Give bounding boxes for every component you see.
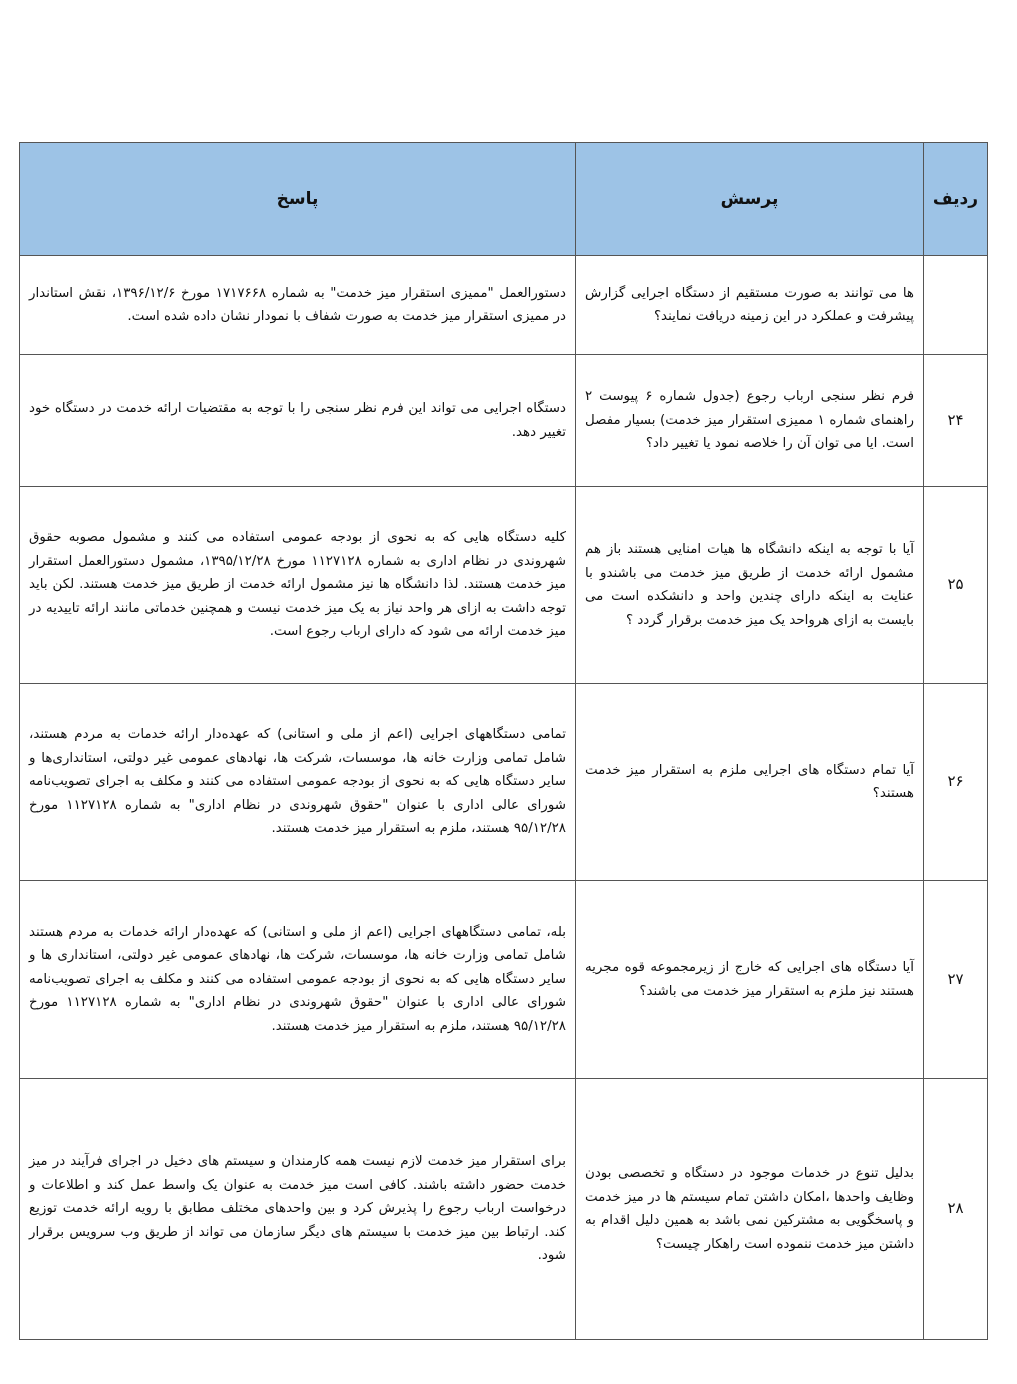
- header-row-number: ردیف: [924, 143, 988, 256]
- question-cell: آیا دستگاه های اجرایی که خارج از زیرمجموعه قوه مجریه هستند نیز ملزم به استقرار میز خدمت می باشند؟: [576, 881, 924, 1079]
- faq-table: [19, 142, 988, 1340]
- header-row: [20, 143, 988, 256]
- header-question: پرسش: [576, 143, 924, 256]
- question-cell: آیا با توجه به اینکه دانشگاه ها هیات امنایی هستند باز هم مشمول ارائه خدمت از طریق میز خدمت می باشندو با عنایت به اینکه دارای چندین واحد و دانشکده است می بایست به ازای هرواحد یک میز خدمت برقرار گردد ؟: [576, 487, 924, 684]
- table-row: [20, 487, 988, 684]
- answer-cell: تمامی دستگاههای اجرایی (اعم از ملی و استانی) که عهده‌دار ارائه خدمات به مردم هستند، شامل تمامی وزارت خانه ها، موسسات، شرکت ها، نهادهای عمومی غیر دولتی، استانداری‌ها و سایر دستگاه هایی که به نحوی از بودجه عمومی استفاده می کنند و مکلف به اجرای تصویب‌نامه شورای عالی اداری با عنوان "حقوق شهروندی در نظام اداری" به شماره ۱۱۲۷۱۲۸ مورخ ۹۵/۱۲/۲۸ هستند، ملزم به استقرار میز خدمت هستند.: [20, 684, 576, 881]
- table-row: [20, 256, 988, 355]
- table-row: [20, 355, 988, 487]
- answer-cell: دستورالعمل "ممیزی استقرار میز خدمت" به شماره ۱۷۱۷۶۶۸ مورخ ۱۳۹۶/۱۲/۶، نقش استاندار در ممیزی استقرار میز خدمت به صورت شفاف با نمودار نشان داده شده است.: [20, 256, 576, 355]
- row-number: ۲۶: [924, 684, 988, 881]
- question-cell: آیا تمام دستگاه های اجرایی ملزم به استقرار میز خدمت هستند؟: [576, 684, 924, 881]
- answer-cell: برای استقرار میز خدمت لازم نیست همه کارمندان و سیستم های دخیل در اجرای فرآیند در میز خدمت حضور داشته باشند. کافی است میز خدمت به عنوان یک واسط عمل کند و اطلاعات و درخواست ارباب رجوع را پذیرش کرد و بین واحدهای مختلف مطابق با رویه ارائه خدمت توزیع کند. ارتباط بین میز خدمت با سیستم های دیگر سازمان می تواند از طریق وب سرویس برقرار شود.: [20, 1079, 576, 1340]
- answer-cell: دستگاه اجرایی می تواند این فرم نظر سنجی را با توجه به مقتضیات ارائه خدمت در دستگاه خود تغییر دهد.: [20, 355, 576, 487]
- question-cell: ها می توانند به صورت مستقیم از دستگاه اجرایی گزارش پیشرفت و عملکرد در این زمینه دریافت نمایند؟: [576, 256, 924, 355]
- table-row: [20, 881, 988, 1079]
- question-cell: فرم نظر سنجی ارباب رجوع (جدول شماره ۶ پیوست ۲ راهنمای شماره ۱ ممیزی استقرار میز خدمت) بسیار مفصل است. ایا می توان آن را خلاصه نمود یا تغییر داد؟: [576, 355, 924, 487]
- answer-cell: بله، تمامی دستگاههای اجرایی (اعم از ملی و استانی) که عهده‌دار ارائه خدمات به مردم هستند شامل تمامی وزارت خانه ها، موسسات، شرکت ها، نهادهای عمومی غیر دولتی، استانداری ها و سایر دستگاه هایی که به نحوی از بودجه عمومی استفاده می کنند و مکلف به اجرای تصویب‌نامه شورای عالی اداری با عنوان "حقوق شهروندی در نظام اداری" به شماره ۱۱۲۷۱۲۸ مورخ ۹۵/۱۲/۲۸ هستند، ملزم به استقرار میز خدمت هستند.: [20, 881, 576, 1079]
- question-cell: بدلیل تنوع در خدمات موجود در دستگاه و تخصصی بودن وظایف واحدها ،امکان داشتن تمام سیستم ها در میز خدمت و پاسخگویی به مشترکین نمی باشد به همین دلیل اقدام به داشتن میز خدمت ننموده است راهکار چیست؟: [576, 1079, 924, 1340]
- table-row: [20, 1079, 988, 1340]
- row-number: [924, 256, 988, 355]
- row-number: ۲۴: [924, 355, 988, 487]
- row-number: ۲۸: [924, 1079, 988, 1340]
- table-row: [20, 684, 988, 881]
- row-number: ۲۵: [924, 487, 988, 684]
- header-answer: پاسخ: [20, 143, 576, 256]
- row-number: ۲۷: [924, 881, 988, 1079]
- answer-cell: کلیه دستگاه هایی که به نحوی از بودجه عمومی استفاده می کنند و مشمول مصوبه حقوق شهروندی در نظام اداری به شماره ۱۱۲۷۱۲۸ مورخ ۱۳۹۵/۱۲/۲۸، مشمول دستورالعمل استقرار میز خدمت هستند. لذا دانشگاه ها نیز مشمول ارائه خدمت از طریق میز خدمت هستند. لکن باید توجه داشت به ازای هر واحد نیاز به یک میز خدمت نیست و همچنین خدماتی مانند ارائه تاییدیه در میز خدمت ارائه می شود که دارای ارباب رجوع است.: [20, 487, 576, 684]
